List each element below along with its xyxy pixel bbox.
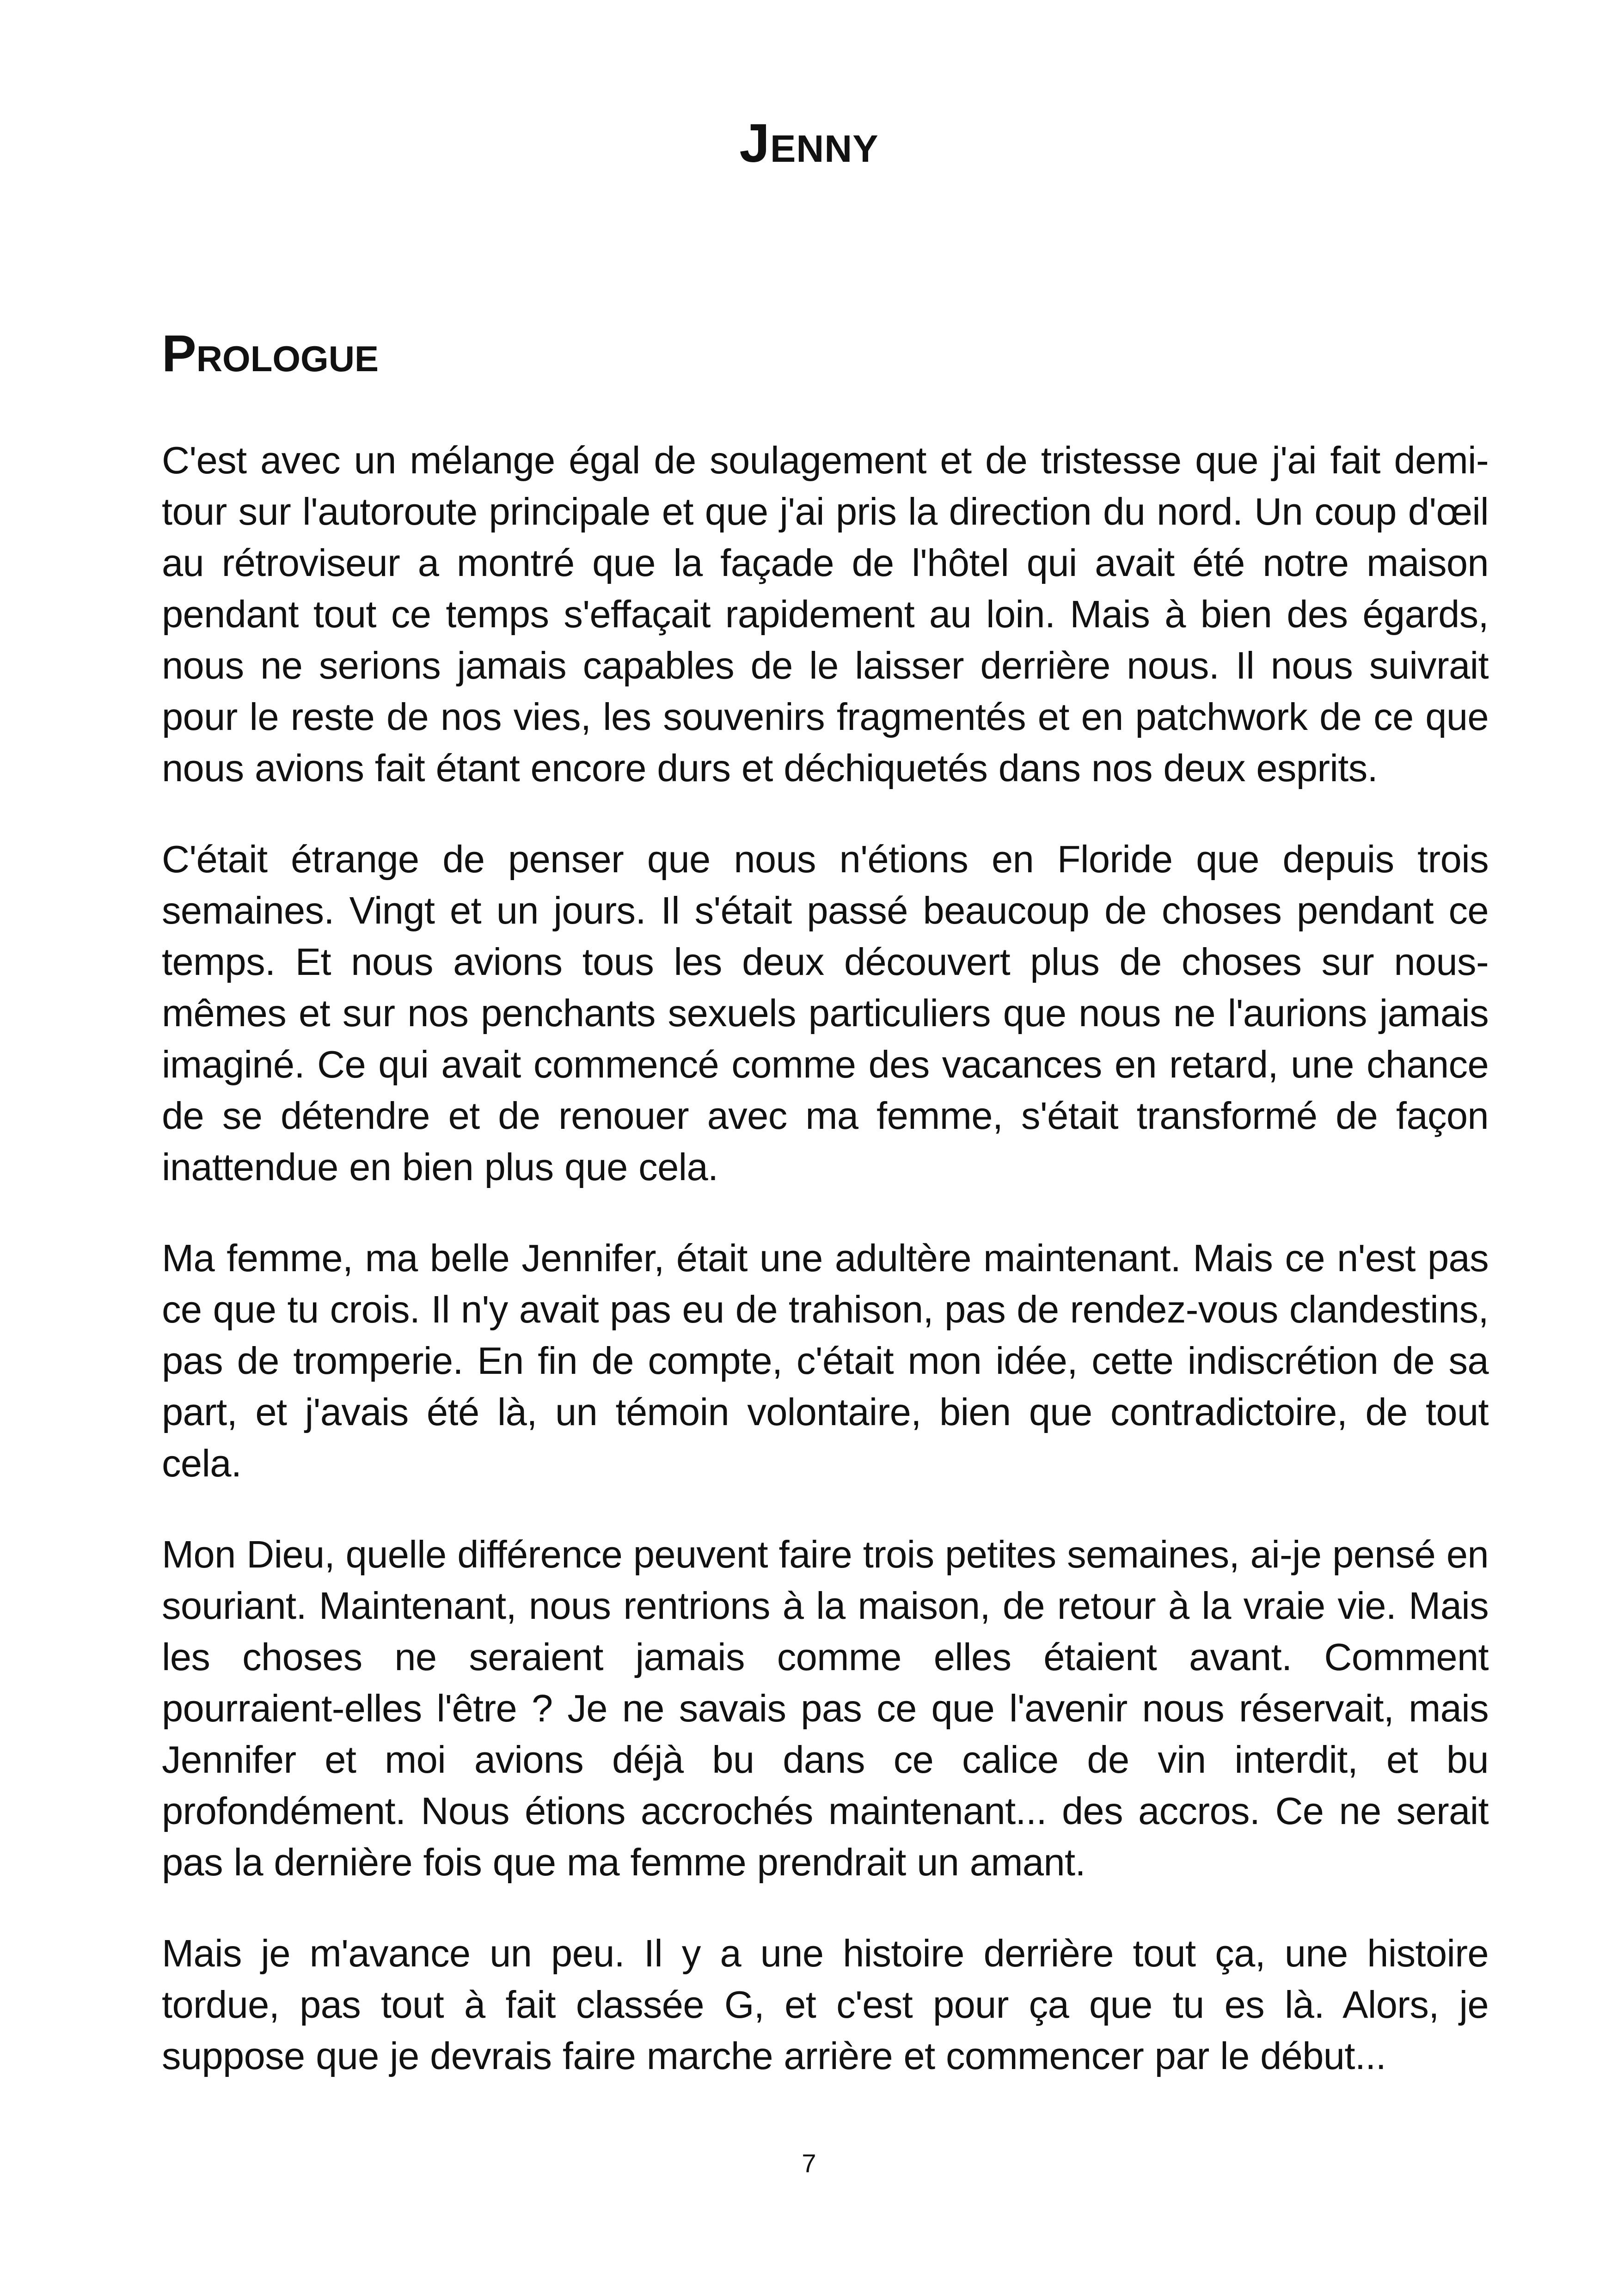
chapter-title: Prologue — [162, 325, 379, 382]
paragraph-4: Mon Dieu, quelle différence peuvent faire trois petites semaines, ai-je pensé en souriant. Maintenant, nous rentrions à la maison, de retour à la vraie vie. Mais les choses ne seraient jamais comme elles étaient avant. Comment pourraient-elles l'être ? Je ne savais pas ce que l'avenir nous réservait, mais Jennifer et moi avions déjà bu dans ce calice de vin interdit, et bu profondément. Nous étions accrochés maintenant... des accros. Ce ne serait pas la dernière fois que ma femme prendrait un amant. — [162, 1533, 1489, 1884]
paragraph-1: C'est avec un mélange égal de soulagement et de tristesse que j'ai fait demi-tour sur l'autoroute principale et que j'ai pris la direction du nord. Un coup d'œil au rétroviseur a montré que la façade de l'hôtel qui avait été notre maison pendant tout ce temps s'effaçait rapidement au loin. Mais à bien des égards, nous ne serions jamais capables de le laisser derrière nous. Il nous suivrait pour le reste de nos vies, les souvenirs fragmentés et en patchwork de ce que nous avions fait étant encore durs et déchiquetés dans nos deux esprits. — [162, 439, 1489, 790]
paragraph-5: Mais je m'avance un peu. Il y a une histoire derrière tout ça, une histoire tordue, pas tout à fait classée G, et c'est pour ça que tu es là. Alors, je suppose que je devrais faire marche arrière et commencer par le début... — [162, 1932, 1489, 2077]
chapter-body — [162, 435, 1489, 2121]
paragraph-2: C'était étrange de penser que nous n'étions en Floride que depuis trois semaines. Vingt et un jours. Il s'était passé beaucoup de choses pendant ce temps. Et nous avions tous les deux découvert plus de choses sur nous-mêmes et sur nos penchants sexuels particuliers que nous ne l'aurions jamais imaginé. Ce qui avait commencé comme des vacances en retard, une chance de se détendre et de renouer avec ma femme, s'était transformé de façon inattendue en bien plus que cela. — [162, 838, 1489, 1188]
page-number: 7 — [802, 2149, 816, 2178]
book-title: Jenny — [739, 113, 879, 174]
paragraph-3: Ma femme, ma belle Jennifer, était une adultère maintenant. Mais ce n'est pas ce que tu crois. Il n'y avait pas eu de trahison, pas de rendez-vous clandestins, pas de tromperie. En fin de compte, c'était mon idée, cette indiscrétion de sa part, et j'avais été là, un témoin volontaire, bien que contradictoire, de tout cela. — [162, 1237, 1489, 1485]
